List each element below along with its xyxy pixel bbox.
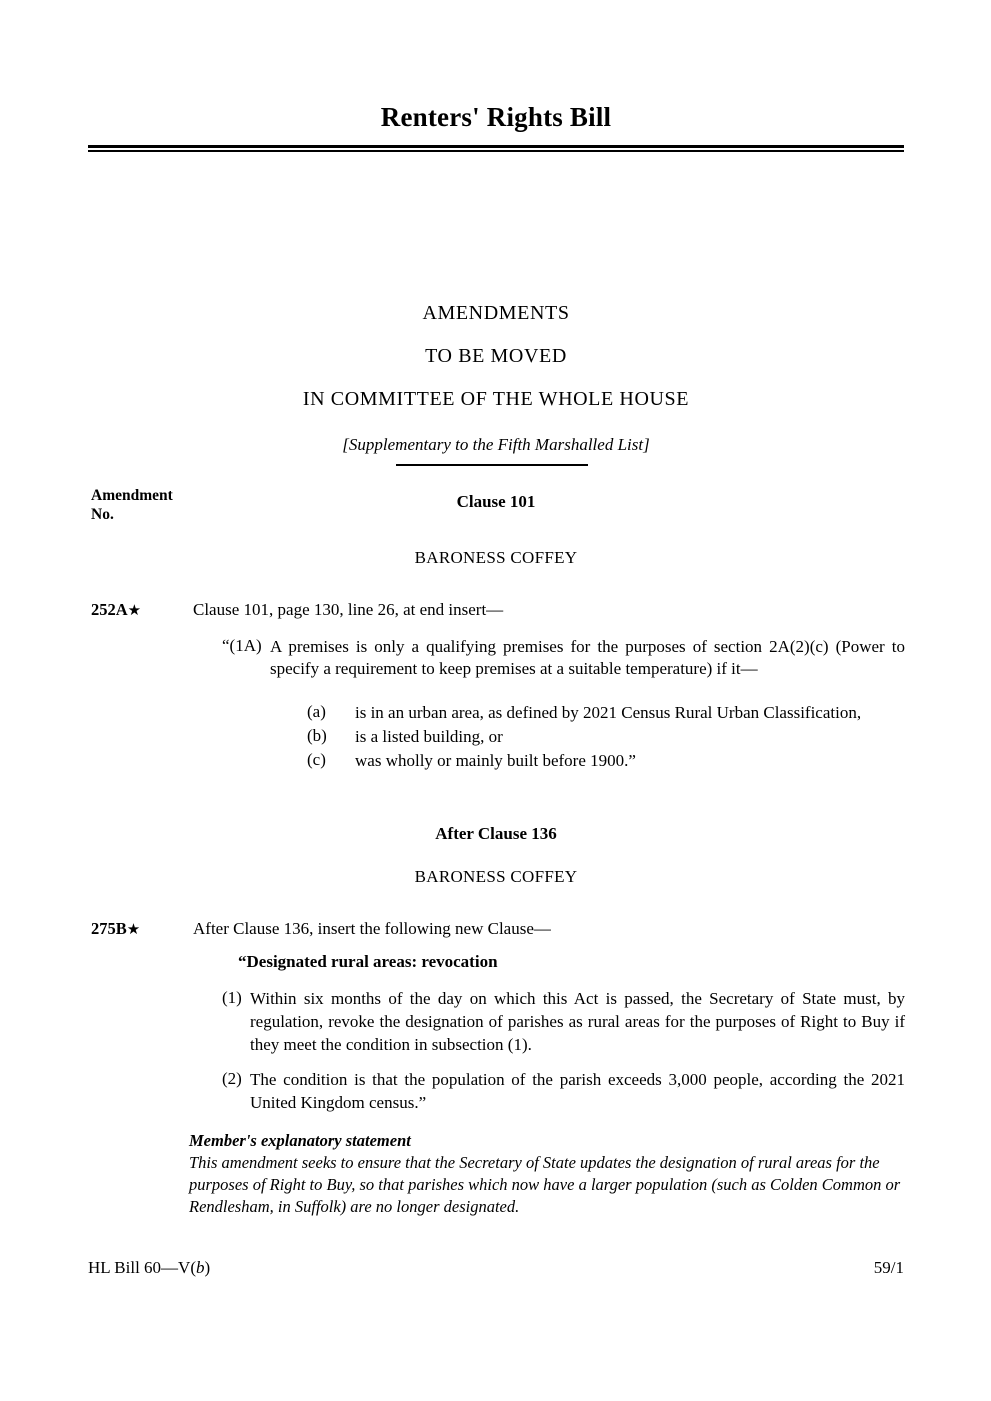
- section-sponsor-clause-101: BARONESS COFFEY: [414, 548, 578, 567]
- footer-bill-italic: b: [196, 1258, 205, 1277]
- amendment-no-label-line1: Amendment: [91, 487, 173, 504]
- title-double-rule: [88, 145, 904, 152]
- footer-bill-suffix: ): [204, 1258, 211, 1277]
- section-heading-after-clause-136: After Clause 136: [435, 824, 557, 843]
- star-icon: ★: [126, 922, 141, 938]
- heading-line-in-committee: IN COMMITTEE OF THE WHOLE HOUSE: [302, 388, 690, 410]
- page-title: Renters' Rights Bill: [380, 102, 612, 132]
- heading-line-amendments: AMENDMENTS: [422, 302, 570, 324]
- heading-block: [88, 302, 904, 455]
- footer-bill-prefix: HL Bill 60: [88, 1258, 162, 1277]
- amendment-number-value: 275B: [91, 919, 127, 938]
- heading-line-to-be-moved: TO BE MOVED: [425, 345, 567, 367]
- section-sponsor-after-clause-136: BARONESS COFFEY: [414, 867, 578, 886]
- list-item: [193, 750, 905, 772]
- list-item: [193, 1069, 905, 1115]
- list-item: [193, 726, 905, 748]
- list-item-text: is a listed building, or: [355, 727, 503, 747]
- amendment-number-275b: [91, 919, 140, 939]
- amendment-number-value: 252A: [91, 600, 128, 619]
- subparagraph-row: [193, 636, 905, 680]
- numbered-item-1: [193, 988, 905, 1056]
- list-item-label: (c): [307, 750, 326, 770]
- list-item-label: (1): [222, 988, 242, 1007]
- list-item: [193, 702, 905, 724]
- footer-bill-reference: [88, 1258, 210, 1278]
- star-icon: ★: [127, 603, 142, 619]
- new-clause-title: “Designated rural areas: revocation: [238, 952, 498, 971]
- list-item-text: was wholly or mainly built before 1900.”: [355, 751, 636, 771]
- amendment-number-252a: [91, 600, 141, 620]
- explanatory-statement: [189, 1130, 905, 1218]
- list-item-label: (b): [307, 726, 327, 746]
- list-item-text: is in an urban area, as defined by 2021 Census Rural Urban Classification,: [355, 703, 862, 722]
- list-item-text: Within six months of the day on which this Act is passed, the Secretary of State must, by regulation, revoke the designation of parishes as rural areas for the purposes of Right to Buy if they meet the condition in subsection (1).: [250, 989, 905, 1054]
- rule-thin: [88, 150, 904, 152]
- subparagraph-text: A premises is only a qualifying premises for the purposes of section 2A(2)(c) (Power to specify a requirement to keep premises at a suitable temperature) if it—: [270, 637, 905, 679]
- subparagraph-label: “(1A): [222, 636, 262, 655]
- section-heading-clause-101: Clause 101: [456, 492, 536, 511]
- footer-page-number: 59/1: [873, 1258, 904, 1277]
- list-item-label: (2): [222, 1069, 242, 1088]
- explanatory-statement-text: This amendment seeks to ensure that the Secretary of State updates the designation of rural areas for the purposes of Right to Buy, so that parishes which now have a larger population (such as Colden Common or Rendlesham, in Suffolk) are no longer designated.: [189, 1153, 901, 1217]
- list-item-text: The condition is that the population of the parish exceeds 3,000 people, according the 2021 United Kingdom census.”: [250, 1070, 905, 1112]
- lettered-list-clause-101: [193, 702, 905, 774]
- footer-bill-dash: —V(: [161, 1258, 196, 1277]
- list-item: [193, 988, 905, 1056]
- heading-subtitle: [Supplementary to the Fifth Marshalled List]: [342, 435, 650, 454]
- amendment-no-label-line2: No.: [91, 505, 114, 523]
- list-item-label: (a): [307, 702, 326, 721]
- amendment-lead-line-252a: Clause 101, page 130, line 26, at end insert—: [193, 600, 504, 619]
- amendment-lead-line-275b: After Clause 136, insert the following new Clause—: [193, 919, 551, 938]
- explanatory-statement-title: Member's explanatory statement: [189, 1131, 411, 1150]
- inserted-subparagraph-1a: [193, 636, 905, 680]
- numbered-item-2: [193, 1069, 905, 1115]
- section-divider-rule: [396, 464, 588, 466]
